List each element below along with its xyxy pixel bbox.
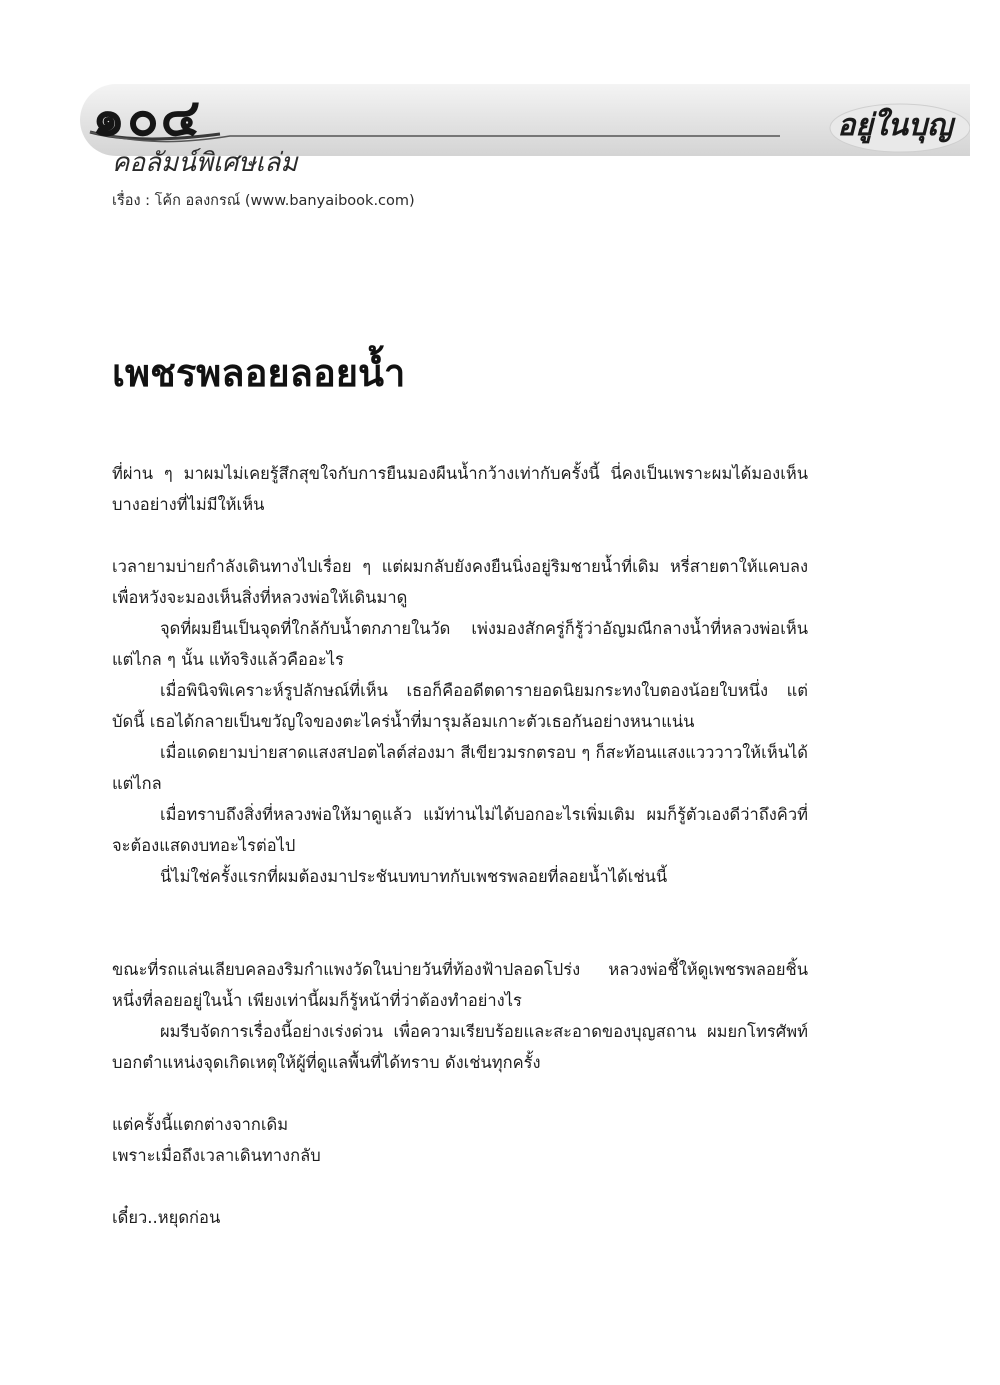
paragraph: เพราะเมื่อถึงเวลาเดินทางกลับ (112, 1146, 321, 1165)
page-number: ๑๐๔ (92, 87, 203, 148)
byline: เรื่อง : โค้ก อลงกรณ์ (www.banyaibook.com) (112, 193, 415, 209)
paragraph: แต่ครั้งนี้แตกต่างจากเดิม (112, 1115, 289, 1134)
paragraph: ผมรีบจัดการเรื่องนี้อย่างเร่งด่วน เพื่อความเรียบร้อยและสะอาดของบุญสถาน ผมยกโทรศัพท์บอกตำแหน่งจุดเกิดเหตุให้ผู้ที่ดูแลพื้นที่ได้ทราบ ดังเช่นทุกครั้ง (112, 1022, 808, 1072)
paragraph: ที่ผ่าน ๆ มาผมไม่เคยรู้สึกสุขใจกับการยืนมองผืนน้ำกว้างเท่ากับครั้งนี้ นี่คงเป็นเพราะผมได้มองเห็นบางอย่างที่ไม่มีให้เห็น (112, 464, 808, 514)
paragraph: จุดที่ผมยืนเป็นจุดที่ใกล้กับน้ำตกภายในวัด เพ่งมองสักครู่ก็รู้ว่าอัญมณีกลางน้ำที่หลวงพ่อเห็นแต่ไกล ๆ นั้น แท้จริงแล้วคืออะไร (112, 619, 808, 669)
logo-text: อยู่ในบุญ (837, 108, 953, 143)
paragraph: เดี๋ยว..หยุดก่อน (112, 1208, 221, 1227)
paragraph: เมื่อทราบถึงสิ่งที่หลวงพ่อให้มาดูแล้ว แม้ท่านไม่ได้บอกอะไรเพิ่มเติม ผมก็รู้ตัวเองดีว่าถึงคิวที่จะต้องแสดงบทอะไรต่อไป (112, 805, 808, 855)
column-name: คอลัมน์พิเศษเล่ม (112, 148, 298, 178)
article-body (112, 458, 808, 1233)
paragraph: เมื่อพินิจพิเคราะห์รูปลักษณ์ที่เห็น เธอก็คืออดีตดารายอดนิยมกระทงใบตองน้อยใบหนึ่ง แต่บัดนี้ เธอได้กลายเป็นขวัญใจของตะไคร่น้ำที่มารุมล้อมเกาะตัวเธอกันอย่างหนาแน่น (112, 681, 808, 731)
article-title: เพชรพลอยลอยน้ำ (112, 350, 406, 395)
paragraph: ขณะที่รถแล่นเลียบคลองริมกำแพงวัดในบ่ายวันที่ท้องฟ้าปลอดโปร่ง หลวงพ่อชี้ให้ดูเพชรพลอยชิ้นหนึ่งที่ลอยอยู่ในน้ำ เพียงเท่านี้ผมก็รู้หน้าที่ว่าต้องทำอย่างไร (112, 960, 808, 1010)
paragraph: นี่ไม่ใช่ครั้งแรกที่ผมต้องมาประชันบทบาทกับเพชรพลอยที่ลอยน้ำได้เช่นนี้ (160, 867, 668, 886)
paragraph: เมื่อแดดยามบ่ายสาดแสงสปอตไลต์ส่องมา สีเขียวมรกตรอบ ๆ ก็สะท้อนแสงแวววาวให้เห็นได้แต่ไกล (112, 743, 808, 793)
paragraph: เวลายามบ่ายกำลังเดินทางไปเรื่อย ๆ แต่ผมกลับยังคงยืนนิ่งอยู่ริมชายน้ำที่เดิม หรี่สายตาให้แคบลง เพื่อหวังจะมองเห็นสิ่งที่หลวงพ่อให้เดินมาดู (112, 557, 808, 607)
magazine-logo (820, 96, 970, 156)
